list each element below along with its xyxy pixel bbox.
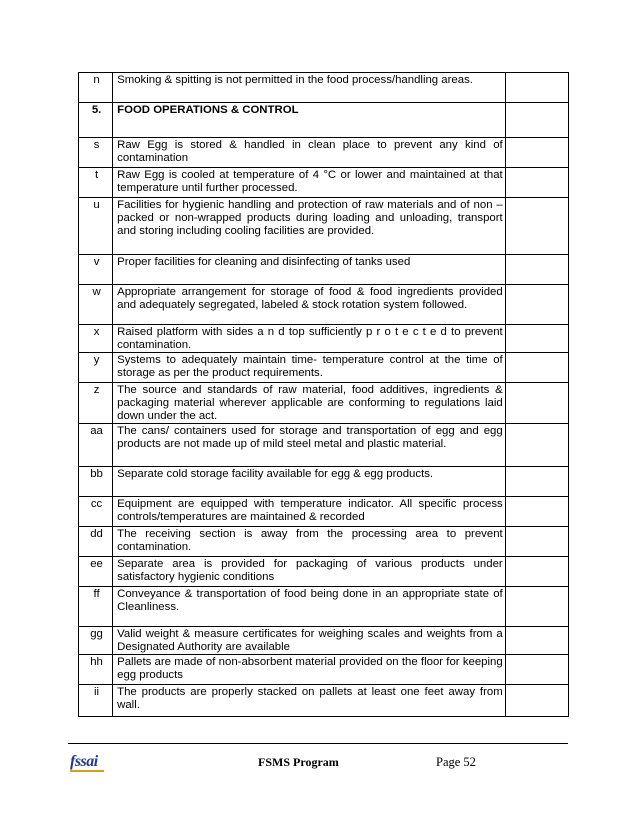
- checklist-body: [79, 73, 569, 717]
- footer-page-number: Page 52: [436, 755, 476, 769]
- table-row: [79, 353, 569, 383]
- row-response-cell[interactable]: [505, 168, 568, 198]
- row-code: aa: [79, 424, 113, 467]
- fssai-logo-text: fssai: [70, 753, 98, 770]
- row-requirement: Facilities for hygienic handling and protection of raw materials and of non – packed or non-wrapped products during loading and unloading, transport and storing including cooling facilities are provided.: [113, 198, 506, 255]
- table-row: [79, 325, 569, 353]
- table-row: [79, 497, 569, 527]
- row-requirement: The products are properly stacked on pallets at least one feet away from wall.: [113, 685, 506, 717]
- table-row: [79, 467, 569, 497]
- row-code: dd: [79, 527, 113, 557]
- row-requirement: Pallets are made of non-absorbent material provided on the floor for keeping egg products: [113, 655, 506, 685]
- row-requirement: The cans/ containers used for storage and transportation of egg and egg products are not made up of mild steel metal and plastic material.: [113, 424, 506, 467]
- table-row: [79, 198, 569, 255]
- row-code: y: [79, 353, 113, 383]
- row-requirement: Separate cold storage facility available for egg & egg products.: [113, 467, 506, 497]
- table-row: [79, 627, 569, 655]
- row-response-cell[interactable]: [505, 198, 568, 255]
- row-code: ee: [79, 557, 113, 587]
- row-code: s: [79, 138, 113, 168]
- table-row: [79, 685, 569, 717]
- footer-divider: [68, 743, 568, 744]
- row-response-cell[interactable]: [505, 627, 568, 655]
- table-row: [79, 285, 569, 325]
- row-code: hh: [79, 655, 113, 685]
- row-requirement: Separate area is provided for packaging of various products under satisfactory hygienic conditions: [113, 557, 506, 587]
- table-row: [79, 424, 569, 467]
- row-response-cell[interactable]: [505, 467, 568, 497]
- row-response-cell[interactable]: [505, 73, 568, 103]
- row-response-cell[interactable]: [505, 103, 568, 138]
- table-row: [79, 587, 569, 627]
- table-row: [79, 168, 569, 198]
- checklist-table: [78, 72, 569, 717]
- table-row: [79, 383, 569, 424]
- row-code: z: [79, 383, 113, 424]
- table-row: [79, 655, 569, 685]
- row-response-cell[interactable]: [505, 255, 568, 285]
- row-requirement: Smoking & spitting is not permitted in the food process/handling areas.: [113, 73, 506, 103]
- row-requirement: Systems to adequately maintain time- temperature control at the time of storage as per the product requirements.: [113, 353, 506, 383]
- table-row: [79, 103, 569, 138]
- row-code: gg: [79, 627, 113, 655]
- row-code: 5.: [79, 103, 113, 138]
- row-response-cell[interactable]: [505, 424, 568, 467]
- row-code: x: [79, 325, 113, 353]
- row-response-cell[interactable]: [505, 497, 568, 527]
- row-requirement: Valid weight & measure certificates for weighing scales and weights from a Designated Authority are available: [113, 627, 506, 655]
- row-response-cell[interactable]: [505, 685, 568, 717]
- row-requirement: Proper facilities for cleaning and disinfecting of tanks used: [113, 255, 506, 285]
- row-response-cell[interactable]: [505, 527, 568, 557]
- row-code: t: [79, 168, 113, 198]
- row-response-cell[interactable]: [505, 353, 568, 383]
- row-requirement: Equipment are equipped with temperature indicator. All specific process controls/temperatures are maintained & recorded: [113, 497, 506, 527]
- row-requirement: Raw Egg is stored & handled in clean place to prevent any kind of contamination: [113, 138, 506, 168]
- row-requirement: The receiving section is away from the processing area to prevent contamination.: [113, 527, 506, 557]
- row-code: bb: [79, 467, 113, 497]
- table-row: [79, 255, 569, 285]
- row-code: cc: [79, 497, 113, 527]
- logo-swoosh-icon: [70, 770, 104, 772]
- footer-program-title: FSMS Program: [258, 755, 339, 769]
- row-code: n: [79, 73, 113, 103]
- row-response-cell[interactable]: [505, 655, 568, 685]
- row-requirement: FOOD OPERATIONS & CONTROL: [113, 103, 506, 138]
- row-code: ii: [79, 685, 113, 717]
- table-row: [79, 557, 569, 587]
- row-requirement: The source and standards of raw material, food additives, ingredients & packaging material wherever applicable are conforming to regulations laid down under the act.: [113, 383, 506, 424]
- row-response-cell[interactable]: [505, 557, 568, 587]
- row-code: v: [79, 255, 113, 285]
- row-requirement: Raised platform with sides a n d top sufficiently p r o t e c t e d to prevent contamination.: [113, 325, 506, 353]
- row-requirement: Conveyance & transportation of food being done in an appropriate state of Cleanliness.: [113, 587, 506, 627]
- row-response-cell[interactable]: [505, 285, 568, 325]
- row-response-cell[interactable]: [505, 325, 568, 353]
- row-requirement: Appropriate arrangement for storage of food & food ingredients provided and adequately segregated, labeled & stock rotation system followed.: [113, 285, 506, 325]
- row-code: ff: [79, 587, 113, 627]
- row-response-cell[interactable]: [505, 383, 568, 424]
- row-requirement: Raw Egg is cooled at temperature of 4 °C or lower and maintained at that temperature until further processed.: [113, 168, 506, 198]
- row-response-cell[interactable]: [505, 587, 568, 627]
- table-row: [79, 138, 569, 168]
- row-response-cell[interactable]: [505, 138, 568, 168]
- row-code: u: [79, 198, 113, 255]
- table-row: [79, 527, 569, 557]
- fssai-logo: [70, 753, 98, 771]
- row-code: w: [79, 285, 113, 325]
- table-row: [79, 73, 569, 103]
